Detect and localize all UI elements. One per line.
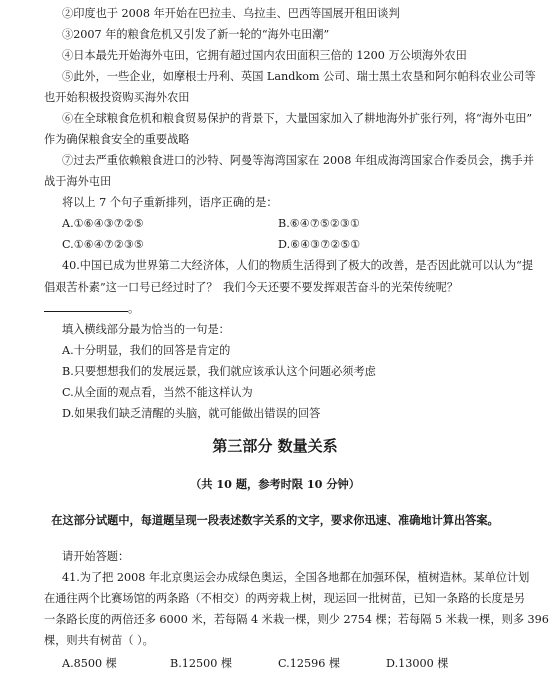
q39-option-d[interactable]: D.⑥④③⑦②⑤① [278, 238, 361, 251]
q40-option-c[interactable]: C.从全面的观点看，当然不能这样认为 [62, 386, 253, 399]
sentence-6: ⑥在全球粮食危机和粮食贸易保护的背景下，大量国家加入了耕地海外扩张行列，将“海外屯田” [62, 112, 533, 125]
sentence-6-cont: 作为确保粮食安全的重要战略 [44, 133, 190, 146]
q41-option-b[interactable]: B.12500 棵 [170, 657, 233, 670]
q41-option-d[interactable]: D.13000 棵 [386, 657, 449, 670]
sentence-5: ⑤此外，一些企业，如摩根士丹利、英国 Landkom 公司、瑞士黑土农垦和阿尔帕科农业公司等 [62, 70, 536, 83]
start-prompt: 请开始答题： [62, 550, 130, 563]
q40-stem-line1: 40.中国已成为世界第二大经济体，人们的物质生活得到了极大的改善，是否因此就可以认为“提 [62, 259, 534, 272]
q39-option-b[interactable]: B.⑥④⑦⑤②③① [278, 217, 360, 230]
sentence-3: ③2007 年的粮食危机又引发了新一轮的“海外屯田潮” [62, 28, 330, 41]
q39-option-c[interactable]: C.①⑥④⑦②③⑤ [62, 238, 144, 251]
section-subtitle: （共 10 题，参考时限 10 分钟） [190, 477, 360, 491]
q40-stem-line2: 倡艰苦朴素”这一口号已经过时了？ 我们今天还要不要发挥艰苦奋斗的光荣传统呢？ [44, 281, 459, 294]
q40-option-b[interactable]: B.只要想想我们的发展远景，我们就应该承认这个问题必须考虑 [62, 365, 376, 378]
q39-option-a[interactable]: A.①⑥④③⑦②⑤ [62, 217, 144, 230]
q41-stem-line3: 一条路长度的两倍还多 6000 米，若每隔 4 米栽一棵，则少 2754 棵；若每隔 5 米栽一棵，则多 396 [44, 613, 549, 626]
q40-option-d[interactable]: D.如果我们缺乏清醒的头脑，就可能做出错误的回答 [62, 407, 321, 420]
q40-option-a[interactable]: A.十分明显，我们的回答是肯定的 [62, 344, 231, 357]
sentence-4: ④日本最先开始海外屯田，它拥有超过国内农田面积三倍的 1200 万公顷海外农田 [62, 49, 467, 62]
sentence-7: ⑦过去严重依赖粮食进口的沙特、阿曼等海湾国家在 2008 年组成海湾国家合作委员会，携手并 [62, 154, 534, 167]
section-title: 第三部分 数量关系 [212, 437, 338, 455]
q41-stem-line1: 41.为了把 2008 年北京奥运会办成绿色奥运，全国各地都在加强环保，植树造林。某单位计划 [62, 571, 530, 584]
sentence-7-cont: 战于海外屯田 [44, 175, 112, 188]
q39-prompt: 将以上 7 个句子重新排列，语序正确的是： [62, 196, 278, 209]
q40-blank-line [44, 300, 139, 317]
sentence-5-cont: 也开始积极投资购买海外农田 [44, 91, 190, 104]
q41-option-c[interactable]: C.12596 棵 [278, 657, 341, 670]
q41-stem-line2: 在通往两个比赛场馆的两条路（不相交）的两旁栽上树，现运回一批树苗，已知一条路的长度是另 [44, 592, 526, 605]
answer-blank[interactable] [44, 300, 128, 312]
section-instruction: 在这部分试题中，每道题呈现一段表述数字关系的文字，要求你迅速、准确地计算出答案。 [51, 513, 499, 527]
q40-blank-period: 。 [128, 302, 140, 315]
sentence-2: ②印度也于 2008 年开始在巴拉圭、乌拉圭、巴西等国展开租田谈判 [62, 7, 400, 20]
q40-prompt: 填入横线部分最为恰当的一句是： [62, 323, 230, 336]
q41-option-a[interactable]: A.8500 棵 [62, 657, 117, 670]
q41-stem-line4: 棵，则共有树苗（ ）。 [44, 634, 154, 647]
